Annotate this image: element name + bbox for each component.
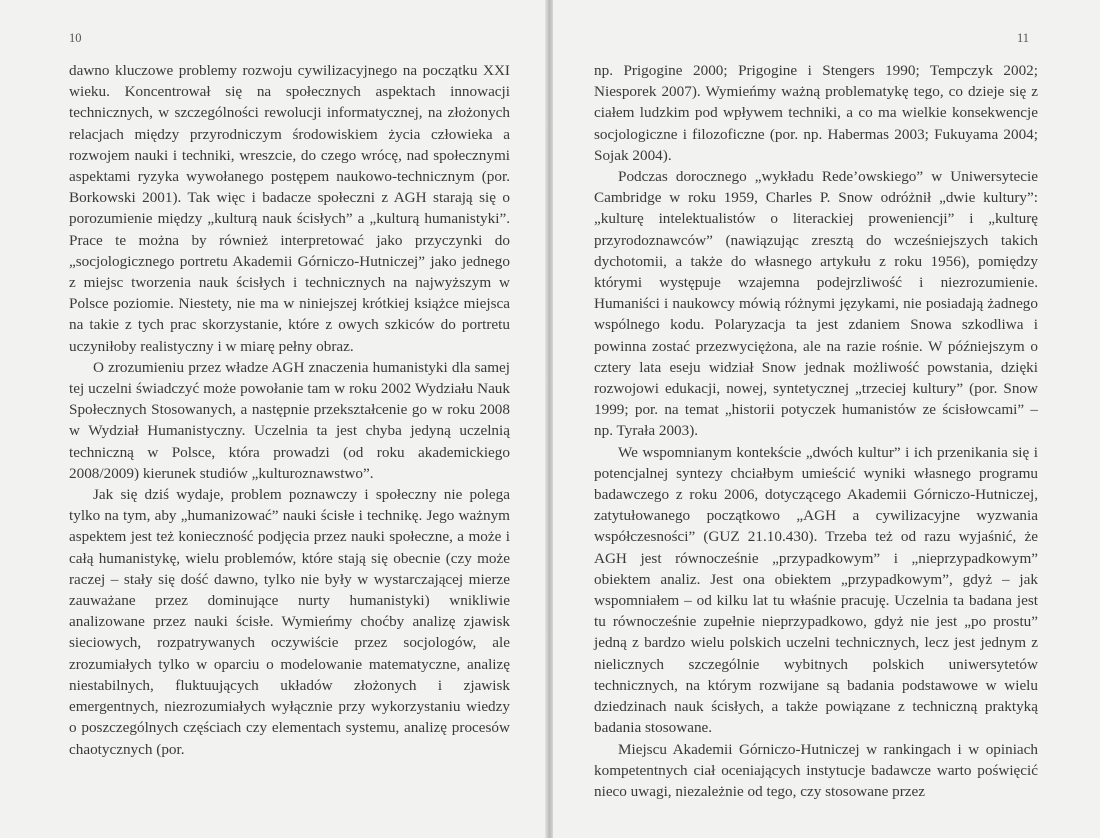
body-text bbox=[69, 60, 510, 760]
paragraph: We wspomnianym kontekście „dwóch kultur” i ich przenikania się i potencjalnej syntezy chciałbym umieścić wyniki własnego programu badawczego z roku 2006, dotyczącego Akademii Górniczo-Hutniczej, zatytułowanego początkowo „AGH a cywilizacyjne wyzwania współczesności” (GUZ 21.10.430). Trzeba też od razu wyjaśnić, że AGH jest równocześnie „przypadkowym” i „nieprzypadkowym” obiektem analiz. Jest ona obiektem „przypadkowym”, gdyż – jak wspomniałem – od kilku lat tu właśnie pracuję. Uczelnia ta badana jest tu równocześnie zupełnie nieprzypadkowo, gdyż nie jest „po prostu” jedną z bardzo wielu polskich uczelni technicznych, lecz jest jednym z nielicznych szczególnie wybitnych polskich uniwersytetów technicznych, na którym rozwijane są badania podstawowe w wielu dziedzinach nauk ścisłych, a także powiązane z techniczną praktyką badania stosowane. bbox=[594, 443, 1038, 737]
page-number: 11 bbox=[1017, 31, 1030, 45]
paragraph: Miejscu Akademii Górniczo-Hutniczej w rankingach i w opiniach kompetentnych ciał oceniających instytucje badawcze warto poświęcić nieco uwagi, niezależnie od tego, czy stosowane przez bbox=[594, 740, 1038, 800]
paragraph: np. Prigogine 2000; Prigogine i Stengers 1990; Tempczyk 2002; Niesporek 2007). Wymieńmy ważną problematykę tego, co dzieje się z ciałem ludzkim pod wpływem techniki, a co ma wielkie konsekwencje socjologiczne i filozoficzne (por. np. Habermas 2003; Fukuyama 2004; Sojak 2004). bbox=[594, 62, 1038, 164]
page-number: 10 bbox=[69, 31, 82, 45]
paragraph: Podczas dorocznego „wykładu Rede’owskiego” w Uniwersytecie Cambridge w roku 1959, Charles P. Snow odróżnił „dwie kultury”: „kulturę intelektualistów o literackiej proweniencji” i „kulturę przyrodoznawców” (nawiązując zresztą do wcześniejszych takich dychotomii, a także do własnego artykułu z roku 1956), pomiędzy którymi występuje wzajemna podejrzliwość i niezrozumienie. Humaniści i naukowcy mówią różnymi językami, nie posiadają żadnego wspólnego kodu. Polaryzacja ta jest zdaniem Snowa szkodliwa i powinna zostać przezwyciężona, ale na razie rośnie. W późniejszym o cztery lata eseju widział Snow jednak możliwość powstania, dzięki rozwojowi edukacji, nowej, syntetycznej „trzeciej kultury” (por. Snow 1999; por. na temat „historii potyczek humanistów ze ścisłowcami” – np. Tyrała 2003). bbox=[594, 168, 1038, 440]
left-page bbox=[0, 0, 547, 838]
right-page bbox=[553, 0, 1100, 838]
paragraph: O zrozumieniu przez władze AGH znaczenia humanistyki dla samej tej uczelni świadczyć może powołanie tam w roku 2002 Wydziału Nauk Społecznych Stosowanych, a następnie przekształcenie go w roku 2008 w Wydział Humanistyczny. Uczelnia ta jest chyba jedyną uczelnią techniczną w Polsce, która prowadzi (od roku akademickiego 2008/2009) kierunek studiów „kulturoznawstwo”. bbox=[69, 358, 510, 482]
paragraph: dawno kluczowe problemy rozwoju cywilizacyjnego na początku XXI wieku. Koncentrował się na społecznych aspektach innowacji technicznych, w szczególności rewolucji informatycznej, na złożonych relacjach między przyrodniczym środowiskiem życia człowieka a rozwojem nauki i techniki, wreszcie, do czego wrócę, nad społecznymi aspektami ryzyka wywołanego postępem naukowo-technicznym (por. Borkowski 2001). Tak więc i badacze społeczni z AGH starają się o porozumienie między „kulturą nauk ścisłych” a „kulturą humanistyki”. Prace te można by również interpretować jako przyczynki do „socjologicznego portretu Akademii Górniczo-Hutniczej” jako jednego z miejsc tworzenia nauk ścisłych i technicznych na najwyższym w Polsce poziomie. Niestety, nie ma w niniejszej krótkiej książce miejsca na takie z tych prac skorzystanie, które z owych szkiców do portretu uczyniłoby realistyczny i w miarę pełny obraz. bbox=[69, 62, 510, 355]
paragraph: Jak się dziś wydaje, problem poznawczy i społeczny nie polega tylko na tym, aby „humanizować” nauki ścisłe i technikę. Jego ważnym aspektem jest też konieczność podjęcia przez nauki społeczne, a może i całą humanistykę, wielu problemów, które stają się obecnie (czy może raczej – stały się dość dawno, tylko nie były w wystarczającej mierze zauważane przez dominujące nurty humanistyki) wnikliwie analizowane przez nauki ścisłe. Wymieńmy choćby analizę zjawisk sieciowych, rozpatrywanych oczywiście przez socjologów, ale zrozumiałych tylko w oparciu o modelowanie matematyczne, analizę niestabilnych, fluktuujących układów złożonych i zjawisk emergentnych, niezrozumiałych wyłącznie przy wykorzystaniu wiedzy o poszczególnych częściach czy elementach systemu, analizę procesów chaotycznych (por. bbox=[69, 486, 510, 758]
body-text bbox=[594, 60, 1038, 802]
